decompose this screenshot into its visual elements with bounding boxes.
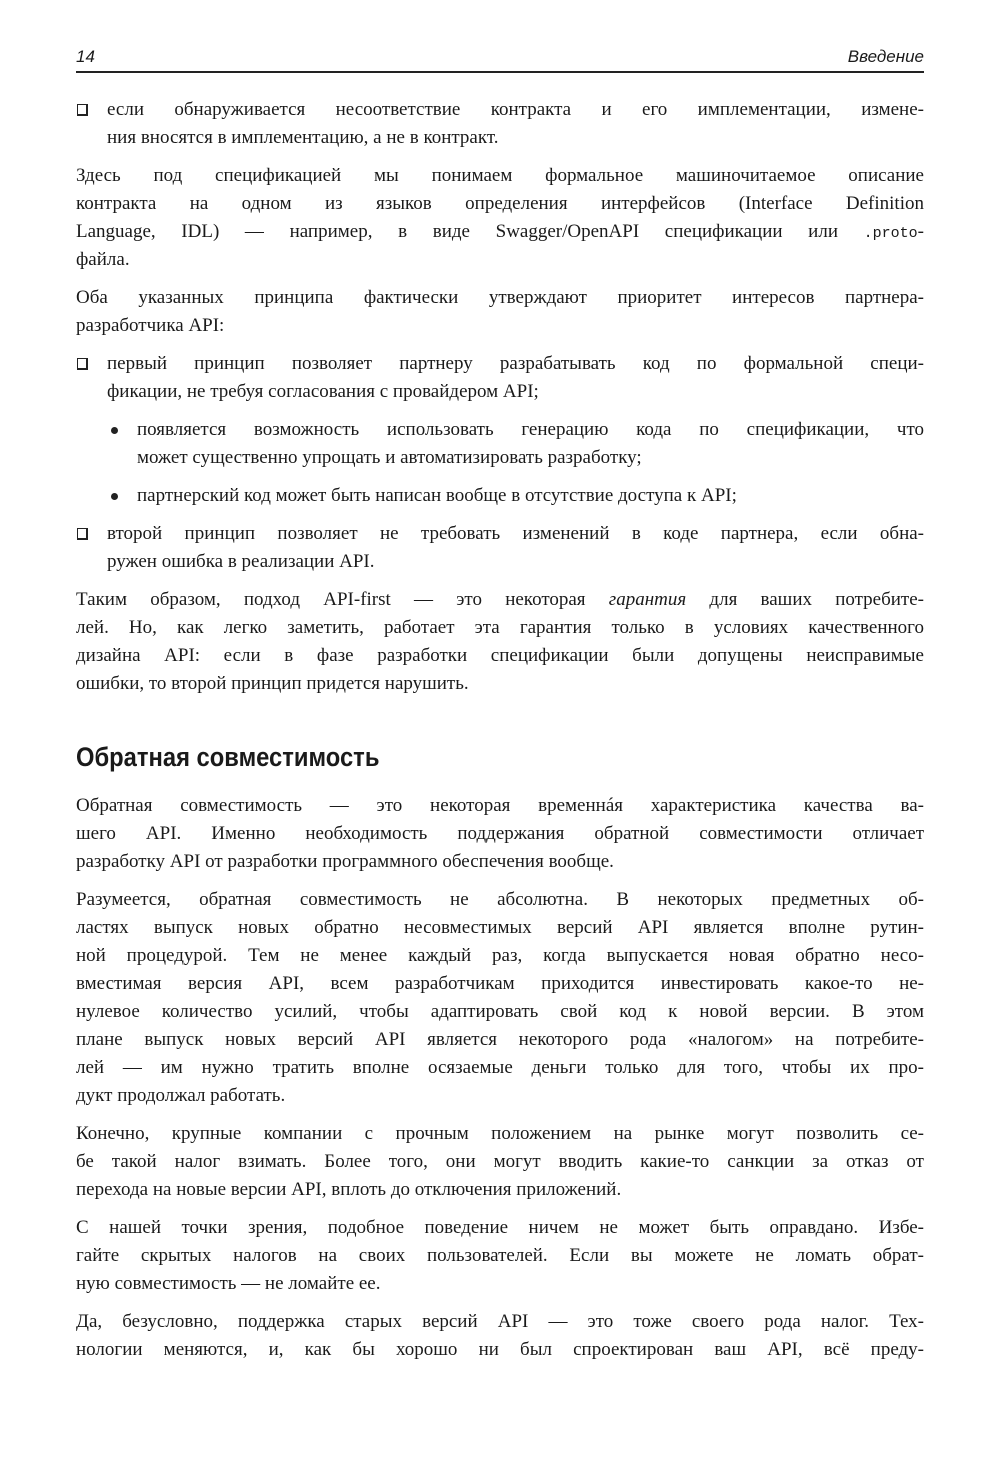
text-line [76, 1148, 924, 1176]
text-run: нологии меняются, и, как бы хорошо ни был спроектирован ваш API, всё преду- [76, 1339, 924, 1360]
text-line [76, 914, 924, 942]
checkbox-bullet-icon [77, 104, 88, 116]
text-line [76, 848, 924, 876]
section-heading [76, 740, 822, 774]
text-line [76, 998, 924, 1026]
text-line [137, 416, 924, 444]
text-run: Здесь под спецификацией мы понимаем формальное машиночитаемое описание [76, 165, 924, 186]
text-run: первый принцип позволяет партнеру разрабатывать код по формальной специ- [107, 353, 924, 374]
text-run: нулевое количество усилий, чтобы адаптировать свой код к новой версии. В этом [76, 1001, 924, 1022]
text-run: вместимая версия API, всем разработчикам приходится инвестировать какое-то не- [76, 973, 924, 994]
text-line [107, 378, 924, 406]
text-run: файла. [76, 249, 130, 270]
text-run: Language, IDL) — например, в виде Swagger/OpenAPI спецификации или [76, 221, 864, 242]
text-line [76, 670, 924, 698]
text-line [76, 792, 924, 820]
text-run: Разумеется, обратная совместимость не абсолютна. В некоторых предметных об- [76, 889, 924, 910]
page-number: 14 [76, 47, 95, 66]
text-run: - [917, 221, 924, 242]
text-line [76, 942, 924, 970]
text-line [107, 548, 924, 576]
text-run: ной процедурой. Тем не менее каждый раз, когда выпускается новая обратно несо- [76, 945, 924, 966]
text-run: плане выпуск новых версий API является некоторого рода «налогом» на потребите- [76, 1029, 924, 1050]
text-line [76, 1336, 924, 1364]
text-line [76, 1214, 924, 1242]
sub-list-item [76, 482, 924, 510]
text-run: для ваших потребите- [686, 589, 924, 610]
paragraph [76, 586, 924, 698]
paragraph [76, 162, 924, 274]
text-run: Да, безусловно, поддержка старых версий API — это тоже своего рода налог. Тех- [76, 1311, 924, 1332]
text-run: дизайна API: если в фазе разработки спецификации были допущены неисправимые [76, 645, 924, 666]
paragraph [76, 1120, 924, 1204]
text-line [76, 586, 924, 614]
text-line [107, 350, 924, 378]
text-line [76, 1176, 924, 1204]
text-run: ную совместимость — не ломайте ее. [76, 1273, 381, 1294]
heading-text: Обратная совместимость [76, 742, 380, 772]
paragraph [76, 886, 924, 1110]
sub-list-item [76, 416, 924, 472]
text-line [76, 1082, 924, 1110]
text-run: перехода на новые версии API, вплоть до отключения приложений. [76, 1179, 622, 1200]
text-line [107, 124, 924, 152]
text-run: ния вносятся в имплементацию, а не в контракт. [107, 127, 499, 148]
text-run: ошибки, то второй принцип придется нарушить. [76, 673, 469, 694]
text-run: Оба указанных принципа фактически утверждают приоритет интересов партнера- [76, 287, 924, 308]
text-run: ластях выпуск новых обратно несовместимых версий API является вполне рутин- [76, 917, 924, 938]
emphasis-text: гарантия [608, 589, 687, 610]
paragraph [76, 1308, 924, 1364]
text-line [76, 1026, 924, 1054]
text-line [76, 1120, 924, 1148]
text-run: разработчика API: [76, 315, 225, 336]
list-item [76, 350, 924, 406]
text-run: Обратная совместимость — это некоторая временнáя характеристика качества ва- [76, 795, 924, 816]
text-line [107, 96, 924, 124]
text-line [76, 1242, 924, 1270]
text-run: партнерский код может быть написан вообще в отсутствие доступа к API; [137, 485, 737, 506]
text-run: дукт продолжал работать. [76, 1085, 286, 1106]
text-run: шего API. Именно необходимость поддержания обратной совместимости отличает [76, 823, 924, 844]
paragraph [76, 1214, 924, 1298]
text-run: разработку API от разработки программного обеспечения вообще. [76, 851, 614, 872]
list-item [76, 96, 924, 152]
text-line [76, 1270, 924, 1298]
text-run: лей. Но, как легко заметить, работает эта гарантия только в условиях качественного [76, 617, 924, 638]
text-line [76, 218, 924, 246]
checkbox-bullet-icon [77, 528, 88, 540]
list-item [76, 520, 924, 576]
code-text: .proto [863, 225, 918, 242]
text-line [76, 886, 924, 914]
running-header [76, 44, 924, 73]
text-line [76, 162, 924, 190]
text-line [107, 520, 924, 548]
text-line [76, 970, 924, 998]
section-title: Введение [847, 47, 924, 66]
dot-bullet-icon [111, 427, 118, 434]
text-run: Конечно, крупные компании с прочным положением на рынке могут позволить се- [76, 1123, 924, 1144]
text-line [76, 312, 924, 340]
text-run: второй принцип позволяет не требовать изменений в коде партнера, если обна- [107, 523, 924, 544]
text-line [137, 444, 924, 472]
paragraph [76, 284, 924, 340]
text-run: С нашей точки зрения, подобное поведение ничем не может быть оправдано. Избе- [76, 1217, 924, 1238]
page-body [76, 96, 924, 1364]
text-run: может существенно упрощать и автоматизировать разработку; [137, 447, 642, 468]
text-line [76, 284, 924, 312]
paragraph [76, 792, 924, 876]
text-run: контракта на одном из языков определения интерфейсов (Interface Definition [76, 193, 924, 214]
text-run: гайте скрытых налогов на своих пользователей. Если вы можете не ломать обрат- [76, 1245, 924, 1266]
text-run: ружен ошибка в реализации API. [107, 551, 375, 572]
text-line [76, 190, 924, 218]
text-run: Таким образом, подход API-first — это некоторая [76, 589, 609, 610]
text-run: лей — им нужно тратить вполне осязаемые деньги только для того, чтобы их про- [76, 1057, 924, 1078]
text-line [137, 482, 924, 510]
text-line [76, 1308, 924, 1336]
dot-bullet-icon [111, 493, 118, 500]
text-line [76, 1054, 924, 1082]
checkbox-bullet-icon [77, 358, 88, 370]
text-run: фикации, не требуя согласования с провайдером API; [107, 381, 539, 402]
text-line [76, 642, 924, 670]
text-run: если обнаруживается несоответствие контракта и его имплементации, измене- [107, 99, 924, 120]
text-line [76, 820, 924, 848]
text-run: появляется возможность использовать генерацию кода по спецификации, что [137, 419, 924, 440]
text-line [76, 246, 924, 274]
text-run: бе такой налог взимать. Более того, они могут вводить какие-то санкции за отказ от [76, 1151, 924, 1172]
text-line [76, 614, 924, 642]
